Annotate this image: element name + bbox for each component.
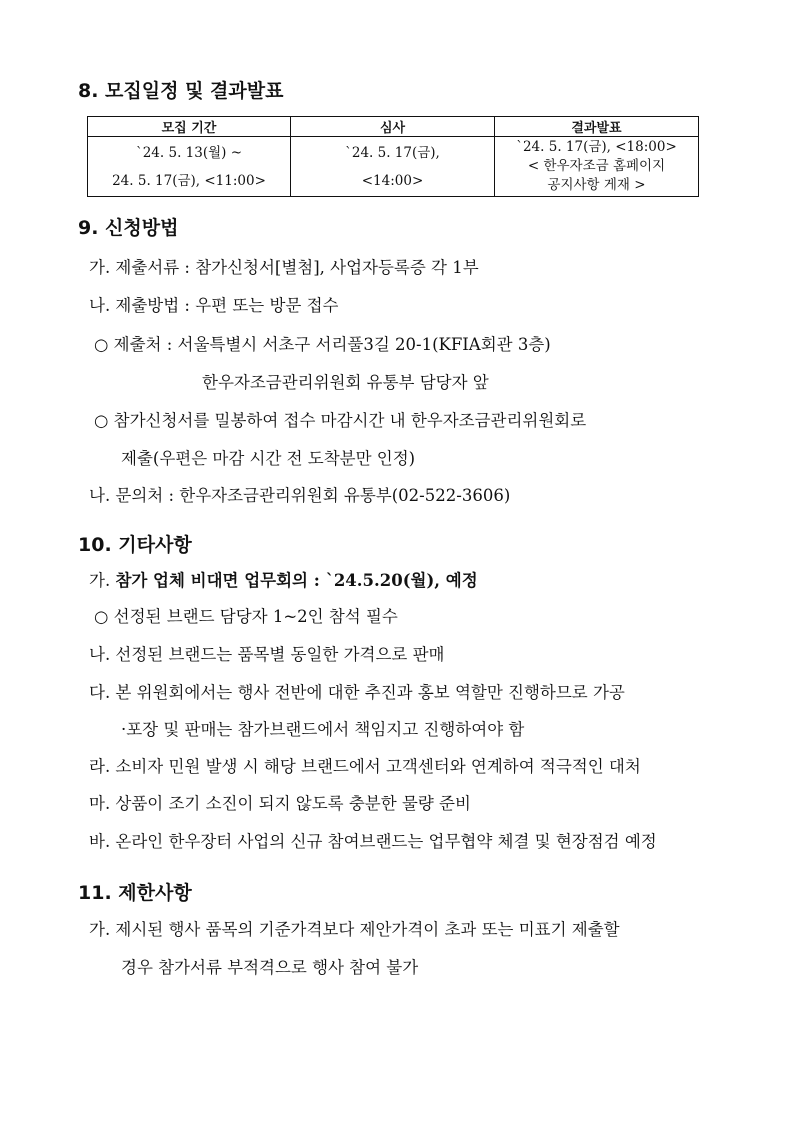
s10-line-committee-role: 다. 본 위원회에서는 행사 전반에 대한 추진과 홍보 역할만 진행하므로 가공 (89, 683, 625, 702)
section-9-heading: 9. 신청방법 (78, 217, 179, 239)
table-row (88, 137, 699, 197)
s9-line-recipient: 한우자조금관리위원회 유통부 담당자 앞 (202, 373, 489, 392)
schedule-table (87, 116, 699, 197)
cell-recruit-period (88, 137, 291, 197)
cell-line: < 한우자조금 홈페이지 (527, 158, 666, 174)
s9-line-submit-docs: 가. 제출서류 : 참가신청서[별첨], 사업자등록증 각 1부 (89, 258, 479, 277)
cell-line: 공지사항 게재 > (547, 177, 646, 193)
cell-review (291, 137, 495, 197)
s9-line-postal-note: 제출(우편은 마감 시간 전 도착분만 인정) (121, 449, 416, 468)
header-recruit-period: 모집 기간 (88, 117, 291, 137)
header-result: 결과발표 (495, 117, 699, 137)
section-11-heading: 11. 제한사항 (78, 882, 192, 904)
cell-line: `24. 5. 13(월) ~ (135, 144, 243, 161)
section-10-heading: 10. 기타사항 (78, 534, 192, 556)
s10-line-stock: 마. 상품이 조기 소진이 되지 않도록 충분한 물량 준비 (89, 794, 471, 813)
cell-line: `24. 5. 17(금), (345, 144, 440, 161)
cell-line: 24. 5. 17(금), <11:00> (112, 172, 266, 189)
s10-meeting-prefix: 가. (89, 571, 116, 590)
cell-line: <14:00> (361, 172, 424, 189)
table-header-row (88, 117, 699, 137)
cell-result (495, 137, 699, 197)
s10-line-attendance: ○ 선정된 브랜드 담당자 1~2인 참석 필수 (94, 607, 398, 626)
s10-meeting-text: 참가 업체 비대면 업무회의 : `24.5.20(월), 예정 (115, 571, 478, 590)
cell-line: `24. 5. 17(금), <18:00> (516, 139, 677, 155)
s10-line-same-price: 나. 선정된 브랜드는 품목별 동일한 가격으로 판매 (89, 645, 445, 664)
s9-line-submit-address: ○ 제출처 : 서울특별시 서초구 서리풀3길 20-1(KFIA회관 3층) (94, 335, 551, 354)
s9-line-submit-method: 나. 제출방법 : 우편 또는 방문 접수 (89, 296, 339, 315)
s10-line-new-brands: 바. 온라인 한우장터 사업의 신규 참여브랜드는 업무협약 체결 및 현장점검 예정 (89, 832, 657, 851)
s9-line-contact: 나. 문의처 : 한우자조금관리위원회 유통부(02-522-3606) (89, 486, 511, 505)
s11-line-price-limit: 가. 제시된 행사 품목의 기준가격보다 제안가격이 초과 또는 미표기 제출할 (89, 920, 620, 939)
s11-line-disqualify: 경우 참가서류 부적격으로 행사 참여 불가 (121, 958, 419, 977)
s10-line-complaints: 라. 소비자 민원 발생 시 해당 브랜드에서 고객센터와 연계하여 적극적인 대처 (89, 757, 641, 776)
s10-line-meeting (89, 567, 478, 591)
header-review: 심사 (291, 117, 495, 137)
s9-line-sealed: ○ 참가신청서를 밀봉하여 접수 마감시간 내 한우자조금관리위원회로 (94, 411, 587, 430)
section-8-heading: 8. 모집일정 및 결과발표 (78, 80, 284, 102)
s10-line-packaging: ·포장 및 판매는 참가브랜드에서 책임지고 진행하여야 함 (121, 720, 525, 739)
